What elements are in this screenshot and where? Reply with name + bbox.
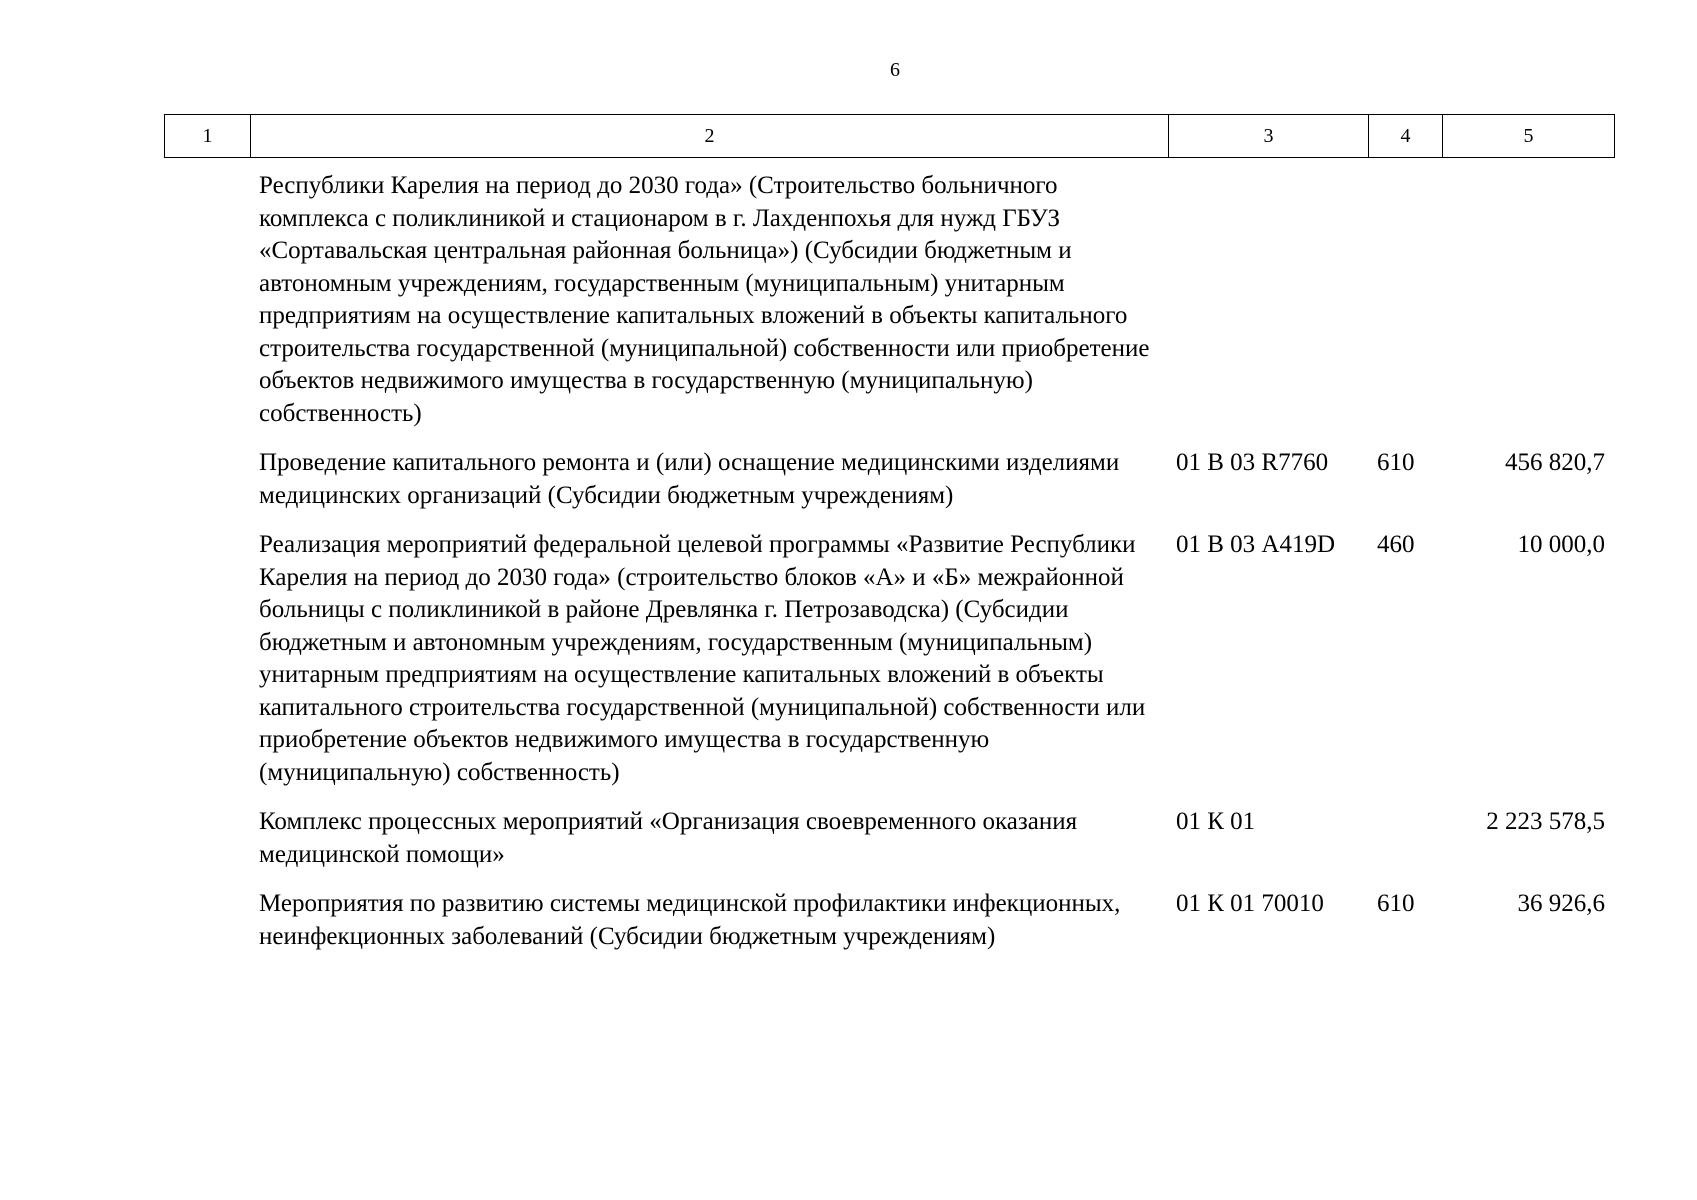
row-type xyxy=(1368,170,1442,447)
row-amount: 10 000,0 xyxy=(1517,531,1605,558)
row-type: 460 xyxy=(1377,531,1415,558)
row-code: 01 К 01 xyxy=(1176,808,1256,835)
row-name: Республики Карелия на период до 2030 года» (Строительство больничного комплекса с поликлиникой и стационаром в г. Лахденпохья для нужд ГБУЗ «Сортавальская центральная районная больница») (Субсидии бюджетным и автономным учреждениям, государственным (муниципальным) унитарным предприятиям на осуществление капитальных вложений в объекты капитального строительства государственной (муниципальной) собственности или приобретение объектов недвижимого имущества в государственную (муниципальную) собственность) xyxy=(259,172,1150,427)
row-type: 610 xyxy=(1377,449,1415,476)
row-name: Реализация мероприятий федеральной целевой программы «Развитие Республики Карелия на период до 2030 года» (строительство блоков «А» и «Б» межрайонной больницы с поликлиникой в районе Древлянка г. Петрозаводска) (Субсидии бюджетным и автономным учреждениям, государственным (муниципальным) унитарным предприятиям на осуществление капитальных вложений в объекты капитального строительства государственной (муниципальной) собственности или приобретение объектов недвижимого имущества в государственную (муниципальную) собственность) xyxy=(259,531,1146,786)
row-amount: 2 223 578,5 xyxy=(1486,808,1605,835)
row-name: Проведение капитального ремонта и (или) оснащение медицинскими изделиями медицинских организаций (Субсидии бюджетным учреждениям) xyxy=(259,449,1120,509)
row-amount: 456 820,7 xyxy=(1505,449,1605,476)
table-row xyxy=(164,447,1614,529)
cell-empty xyxy=(164,447,250,529)
header-col-1: 1 xyxy=(165,115,251,158)
budget-table xyxy=(164,170,1614,970)
cell-empty xyxy=(164,529,250,806)
row-type: 610 xyxy=(1377,890,1415,917)
page-number: 6 xyxy=(890,59,900,81)
table-row xyxy=(164,170,1614,447)
row-code: 01 К 01 70010 xyxy=(1176,890,1324,917)
table-row xyxy=(164,529,1614,806)
cell-empty xyxy=(164,888,250,970)
cell-empty xyxy=(164,170,250,447)
header-col-3: 3 xyxy=(1169,115,1369,158)
row-code xyxy=(1168,170,1368,447)
row-name: Мероприятия по развитию системы медицинской профилактики инфекционных, неинфекционных заболеваний (Субсидии бюджетным учреждениям) xyxy=(259,890,1121,950)
header-col-5: 5 xyxy=(1443,115,1615,158)
cell-empty xyxy=(164,806,250,888)
header-col-4: 4 xyxy=(1369,115,1443,158)
row-type xyxy=(1368,806,1442,888)
row-amount xyxy=(1442,170,1614,447)
row-code: 01 В 03 R7760 xyxy=(1176,449,1329,476)
table-header xyxy=(164,114,1615,158)
table-row xyxy=(164,806,1614,888)
table-row xyxy=(164,888,1614,970)
header-row xyxy=(165,115,1615,158)
row-amount: 36 926,6 xyxy=(1517,890,1605,917)
row-name: Комплекс процессных мероприятий «Организация своевременного оказания медицинской помощи» xyxy=(259,808,1078,868)
header-col-2: 2 xyxy=(251,115,1169,158)
row-code: 01 В 03 А419D xyxy=(1176,531,1336,558)
